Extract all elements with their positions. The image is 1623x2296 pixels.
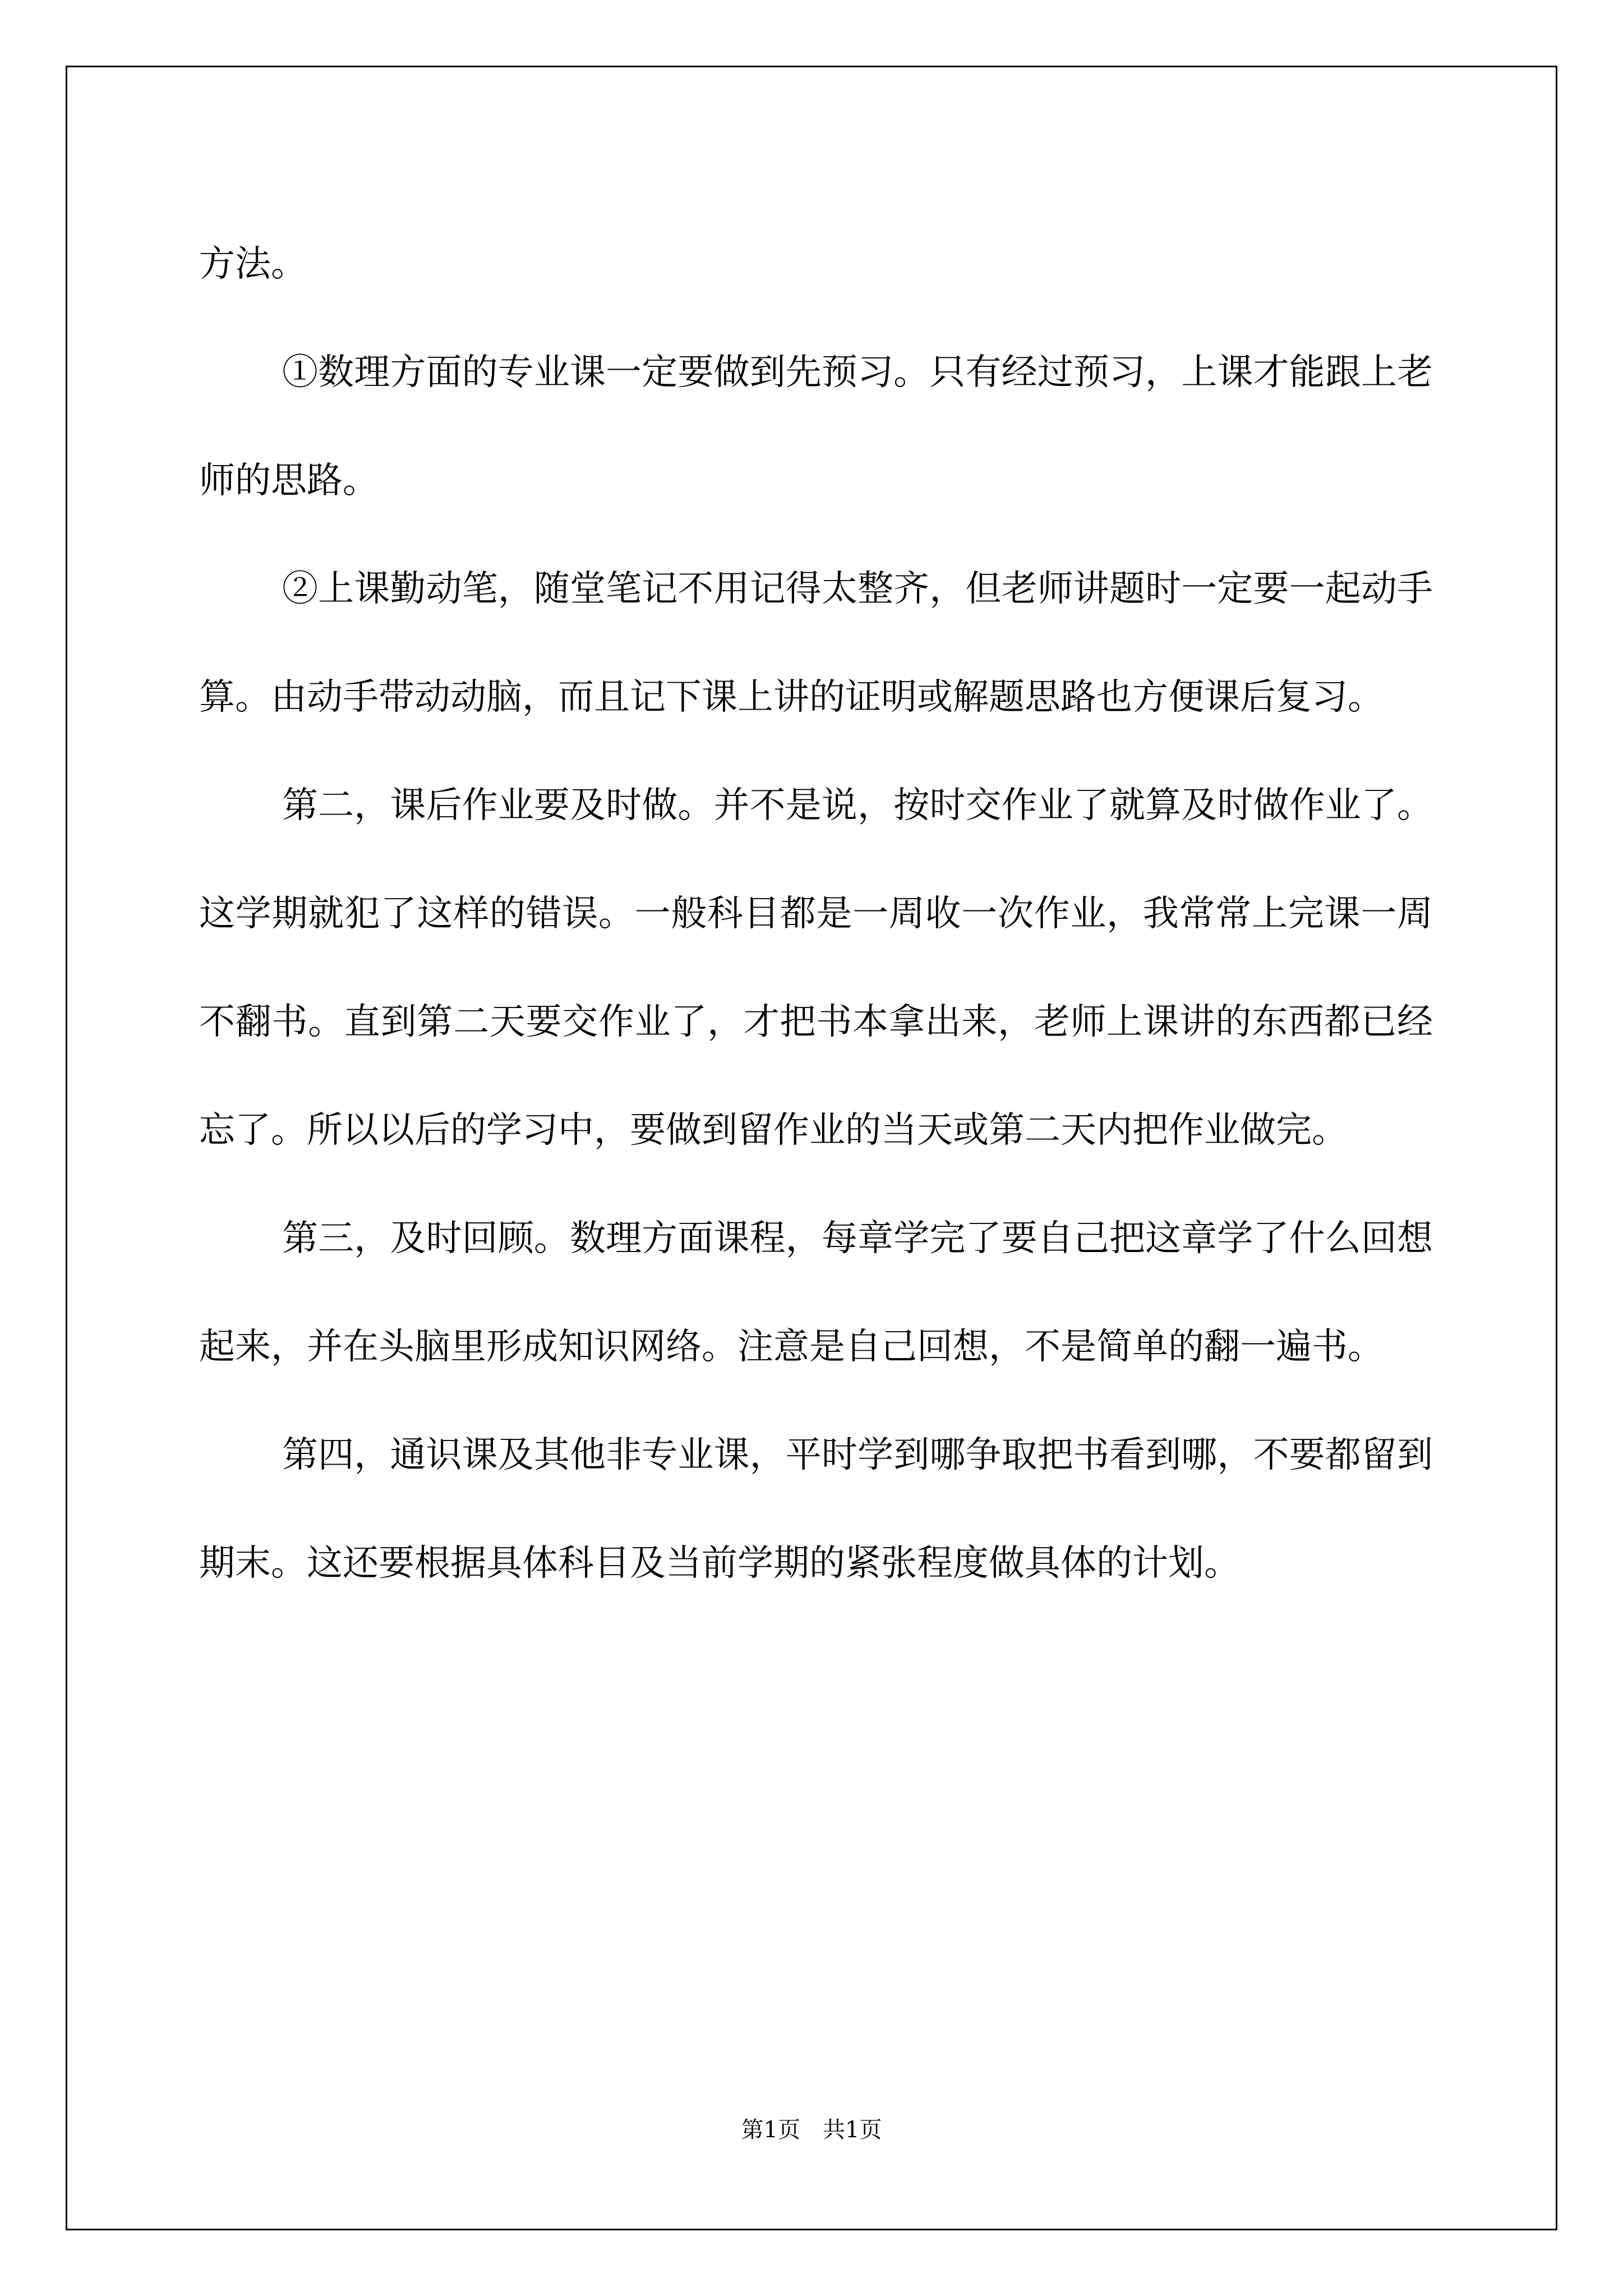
paragraph: 第二，课后作业要及时做。并不是说，按时交作业了就算及时做作业了。这学期就犯了这样的错误。一般科目都是一周收一次作业，我常常上完课一周不翻书。直到第二天要交作业了，才把书本拿出来，老师上课讲的东西都已经忘了。所以以后的学习中，要做到留作业的当天或第二天内把作业做完。 xyxy=(199,785,1433,1151)
paragraph: ②上课勤动笔，随堂笔记不用记得太整齐，但老师讲题时一定要一起动手算。由动手带动动脑，而且记下课上讲的证明或解题思路也方便课后复习。 xyxy=(199,568,1433,718)
paragraph: 第三，及时回顾。数理方面课程，每章学完了要自己把这章学了什么回想起来，并在头脑里形成知识网络。注意是自己回想，不是简单的翻一遍书。 xyxy=(199,1218,1433,1368)
paragraph: 第四，通识课及其他非专业课，平时学到哪争取把书看到哪，不要都留到期末。这还要根据具体科目及当前学期的紧张程度做具体的计划。 xyxy=(199,1434,1433,1584)
paragraph: 方法。 xyxy=(199,243,307,285)
page-number-footer: 第1页 共1页 xyxy=(741,2117,882,2143)
document-body xyxy=(199,210,1433,1618)
paragraph: ①数理方面的专业课一定要做到先预习。只有经过预习，上课才能跟上老师的思路。 xyxy=(199,352,1433,501)
